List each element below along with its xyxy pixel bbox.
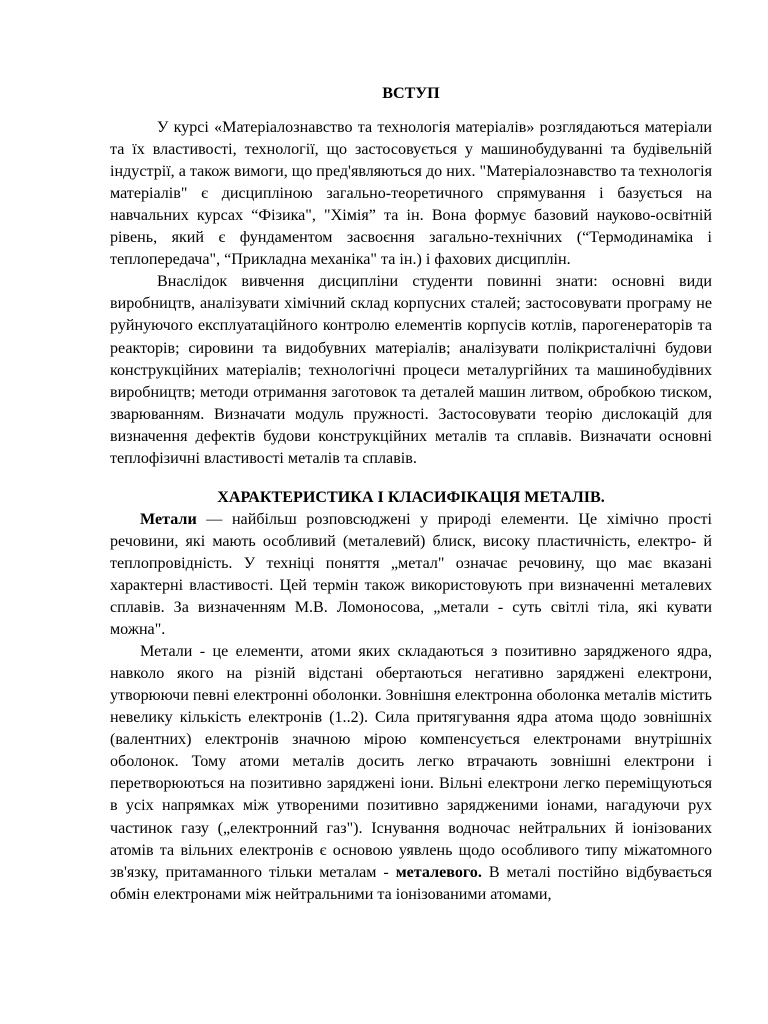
metals-structure-paragraph <box>110 641 712 906</box>
term-metals: Метали <box>140 510 197 528</box>
intro-paragraph-1: У курсі «Матеріалознавство та технологія матеріалів» розглядаються матеріали та їх властивості, технології, що застосовується у машинобудуванні та будівельній індустрії, а також вимоги, що пред'являються до них. "Матеріалознавство та технологія матеріалів" є дисципліною загально-теоретичного спрямування і базується на навчальних курсах “Фізика", "Хімія” та ін. Вона формує базовий науково-освітній рівень, який є фундаментом засвоєння загально-технічних (“Термодинаміка і теплопередача", “Прикладна механіка" та ін.) і фахових дисциплін. <box>110 119 712 269</box>
metals-definition-text: — найбільш розповсюджені у природі елементи. Це хімічно прості речовини, які мають особливий (металевий) блиск, високу пластичність, електро- й теплопровідність. У техніці поняття „метал" означає речовину, що має вказані характерні властивості. Цей термін також використовують при визначенні металевих сплавів. За визначенням М.В. Ломоносова, „метали - суть світлі тіла, які кувати можна". <box>110 510 712 639</box>
metals-definition-paragraph <box>110 509 712 641</box>
document-page <box>110 83 712 906</box>
section-title: ХАРАКТЕРИСТИКА І КЛАСИФІКАЦІЯ МЕТАЛІВ. <box>217 488 605 506</box>
page-title: ВСТУП <box>382 85 440 102</box>
metals-structure-text-end: В металі постійно відбувається обмін електронами між нейтральними та іонізованими атомами, <box>110 863 713 903</box>
metals-structure-text: Метали - це елементи, атоми яких складаються з позитивно зарядженого ядра, навколо якого на різній відстані обертаються негативно заряджені електрони, утворюючи певні електронні оболонки. Зовнішня електронна оболонка металів містить невелику кількість електронів (1..2). Сила притягування ядра атома щодо зовнішніх (валентних) електронів значною мірою компенсується електронами внутрішніх оболонок. Тому атоми металів досить легко втрачають зовнішні електрони і перетворюються на позитивно заряджені іони. Вільні електрони легко переміщуються в усіх напрямках між утвореними позитивно зарядженими іонами, нагадуючи рух частинок газу („електронний газ"). Існування водночас нейтральних й іонізованих атомів та вільних електронів є основою уявлень щодо особливого типу міжатомного зв'язку, притаманного тільки металам - <box>110 643 712 881</box>
term-metallic-bond: металевого. <box>395 863 482 881</box>
intro-paragraph-2: Внаслідок вивчення дисципліни студенти повинні знати: основні види виробництв, аналізувати хімічний склад корпусних сталей; застосовувати програму не руйнуючого експлуатаційного контролю елементів корпусів котлів, парогенераторів та реакторів; сировини та видобувних матеріалів; аналізувати полікристалічні будови конструкційних матеріалів; технологічні процеси металургійних та машинобудівних виробництв; методи отримання заготовок та деталей машин литвом, обробкою тиском, зварюванням. Визначати модуль пружності. Застосовувати теорію дислокацій для визначення дефектів будови конструкційних металів та сплавів. Визначати основні теплофізичні властивості металів та сплавів. <box>110 273 712 467</box>
